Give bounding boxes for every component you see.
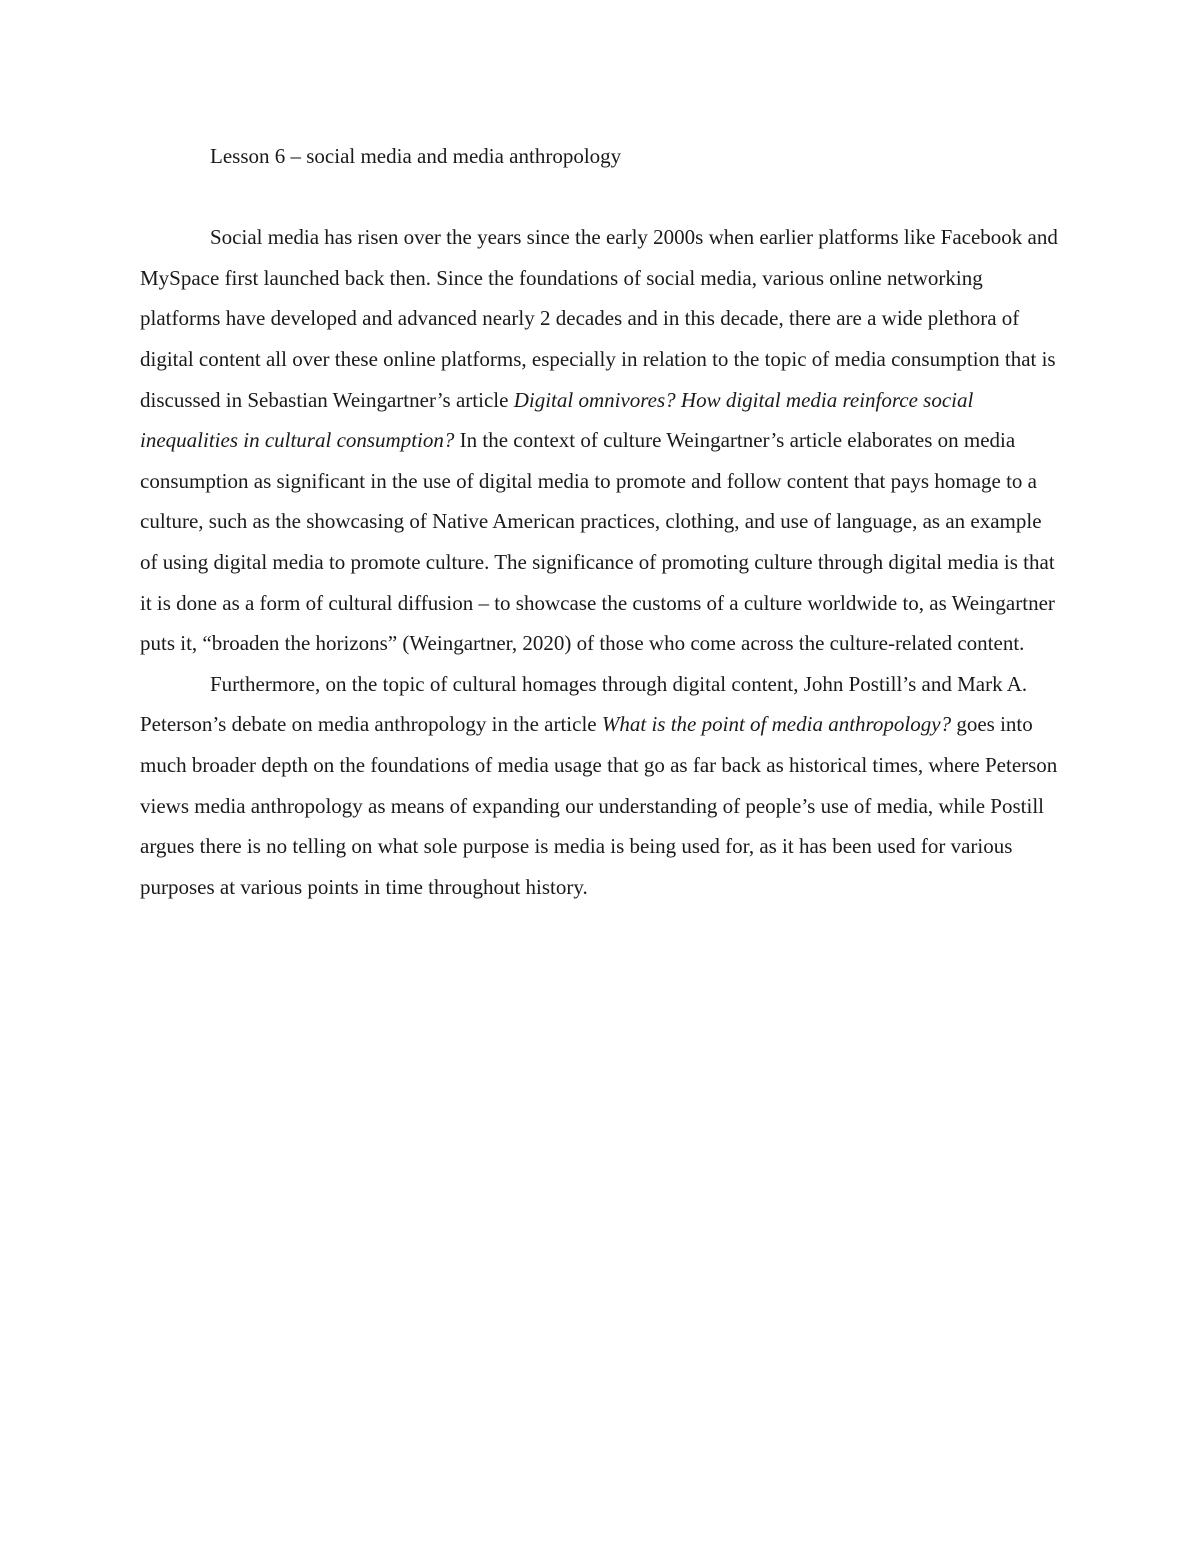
document-body xyxy=(140,136,1060,907)
paragraph-2 xyxy=(140,664,1060,908)
paragraph-2-text-a: Furthermore, on the topic of cultural homages through digital content, John Postill’s and Mark A. Peterson’s debate on media anthropology in the article xyxy=(140,671,1028,737)
paragraph-1-text-a: Social media has risen over the years since the early 2000s when earlier platforms like Facebook and MySpace first launched back then. Since the foundations of social media, various online networking platforms have developed and advanced nearly 2 decades and in this decade, there are a wide plethora of digital content all over these online platforms, especially in relation to the topic of media consumption that is discussed in Sebastian Weingartner’s article xyxy=(140,225,1058,412)
article-title-digital-omnivores: Digital omnivores? How digital media reinforce social inequalities in cultural consumption? xyxy=(140,387,974,453)
lesson-title: Lesson 6 – social media and media anthropology xyxy=(210,144,622,168)
paragraph-1 xyxy=(140,217,1060,664)
paragraph-2-text-b: goes into much broader depth on the foundations of media usage that go as far back as historical times, where Peterson views media anthropology as means of expanding our understanding of people’s use of media, while Postill argues there is no telling on what sole purpose is media is being used for, as it has been used for various purposes at various points in time throughout history. xyxy=(140,712,1058,899)
article-title-media-anthropology: What is the point of media anthropology? xyxy=(601,712,952,737)
paragraph-1-text-b: In the context of culture Weingartner’s article elaborates on media consumption as significant in the use of digital media to promote and follow content that pays homage to a culture, such as the showcasing of Native American practices, clothing, and use of language, as an example of using digital media to promote culture. The significance of promoting culture through digital media is that it is done as a form of cultural diffusion – to showcase the customs of a culture worldwide to, as Weingartner puts it, “broaden the horizons” (Weingartner, 2020) of those who come across the culture-related content. xyxy=(140,428,1055,656)
